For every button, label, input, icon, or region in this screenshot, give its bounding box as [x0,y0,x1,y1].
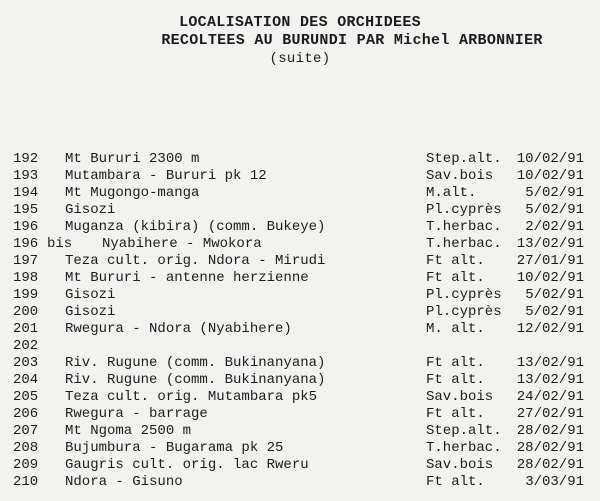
record-location: Gisozi [65,202,116,218]
record-date: 5/02/91 [525,304,584,320]
records-list [0,151,600,491]
record-date: 28/02/91 [516,423,584,439]
record-location: Nyabihere - Mwokora [102,236,262,252]
record-location: Bujumbura - Bugarama pk 25 [65,440,284,456]
record-row [0,219,600,236]
record-date: 5/02/91 [525,202,584,218]
record-date: 24/02/91 [516,389,584,405]
record-habitat: T.herbac. [426,440,502,456]
record-location: Muganza (kibira) (comm. Bukeye) [65,219,326,235]
record-row [0,270,600,287]
record-row [0,406,600,423]
record-number: 196 [13,236,39,252]
record-row [0,457,600,474]
record-date: 5/02/91 [525,287,584,303]
record-location: Gisozi [65,287,116,303]
record-habitat: Sav.bois [426,457,494,473]
record-date: 2/02/91 [525,219,584,235]
record-location: Teza cult. orig. Mutambara pk5 [65,389,318,405]
record-row [0,355,600,372]
record-number: 192 [13,151,39,167]
record-number: 197 [13,253,39,269]
record-habitat: Pl.cyprès [426,287,502,303]
record-row [0,423,600,440]
record-row [0,236,600,253]
record-habitat: Ft alt. [426,355,485,371]
record-date: 28/02/91 [516,440,584,456]
record-number: 196 [13,219,39,235]
record-row [0,389,600,406]
record-number: 210 [13,474,39,490]
record-location: Rwegura - Ndora (Nyabihere) [65,321,292,337]
record-habitat: M. alt. [426,321,485,337]
record-habitat: Sav.bois [426,389,494,405]
record-habitat: T.herbac. [426,219,502,235]
record-habitat: Pl.cyprès [426,304,502,320]
record-date: 13/02/91 [516,372,584,388]
record-habitat: Sav.bois [426,168,494,184]
record-location: Mt Ngoma 2500 m [65,423,192,439]
record-date: 27/02/91 [516,406,584,422]
record-number: 204 [13,372,39,388]
record-row [0,372,600,389]
record-number: 203 [13,355,39,371]
record-location: Gisozi [65,304,116,320]
record-row [0,202,600,219]
record-habitat: Ft alt. [426,270,485,286]
record-location: Mt Bururi - antenne herzienne [65,270,309,286]
record-number: 205 [13,389,39,405]
record-location: Mt Mugongo-manga [65,185,200,201]
record-location: Rwegura - barrage [65,406,208,422]
record-habitat: Ft alt. [426,406,485,422]
record-number: 194 [13,185,39,201]
record-habitat: Ft alt. [426,253,485,269]
record-number: 200 [13,304,39,320]
document-title: LOCALISATION DES ORCHIDEES [179,14,421,31]
record-row [0,321,600,338]
record-date: 10/02/91 [516,270,584,286]
record-location: Gaugris cult. orig. lac Rweru [65,457,309,473]
record-location: Teza cult. orig. Ndora - Mirudi [65,253,326,269]
record-number: 193 [13,168,39,184]
record-date: 10/02/91 [516,168,584,184]
record-number: 206 [13,406,39,422]
record-number: 199 [13,287,39,303]
record-row [0,440,600,457]
record-date: 27/01/91 [516,253,584,269]
record-date: 10/02/91 [516,151,584,167]
record-number: 209 [13,457,39,473]
record-row [0,253,600,270]
record-number: 195 [13,202,39,218]
record-habitat: Pl.cyprès [426,202,502,218]
record-location: Ndora - Gisuno [65,474,183,490]
record-habitat: Ft alt. [426,474,485,490]
record-number: 208 [13,440,39,456]
record-habitat: T.herbac. [426,236,502,252]
record-habitat: M.alt. [426,185,477,201]
record-row [0,185,600,202]
record-date: 12/02/91 [516,321,584,337]
record-row [0,151,600,168]
record-number: 198 [13,270,39,286]
document-subtitle: RECOLTEES AU BURUNDI PAR Michel ARBONNIER [161,32,543,49]
record-date: 13/02/91 [516,236,584,252]
record-location: Mt Bururi 2300 m [65,151,200,167]
record-location: Riv. Rugune (comm. Bukinanyana) [65,355,326,371]
document-continuation-note: (suite) [269,51,331,67]
record-date: 13/02/91 [516,355,584,371]
record-date: 5/02/91 [525,185,584,201]
record-number: 201 [13,321,39,337]
record-row [0,168,600,185]
record-location: Riv. Rugune (comm. Bukinanyana) [65,372,326,388]
record-date: 3/03/91 [525,474,584,490]
record-habitat: Step.alt. [426,151,502,167]
record-number: 202 [13,338,39,354]
record-habitat: Step.alt. [426,423,502,439]
record-date: 28/02/91 [516,457,584,473]
record-number: 207 [13,423,39,439]
record-row [0,338,600,355]
record-habitat: Ft alt. [426,372,485,388]
record-bis-label: bis [47,236,73,252]
record-row [0,304,600,321]
record-location: Mutambara - Bururi pk 12 [65,168,267,184]
record-row [0,287,600,304]
record-row [0,474,600,491]
